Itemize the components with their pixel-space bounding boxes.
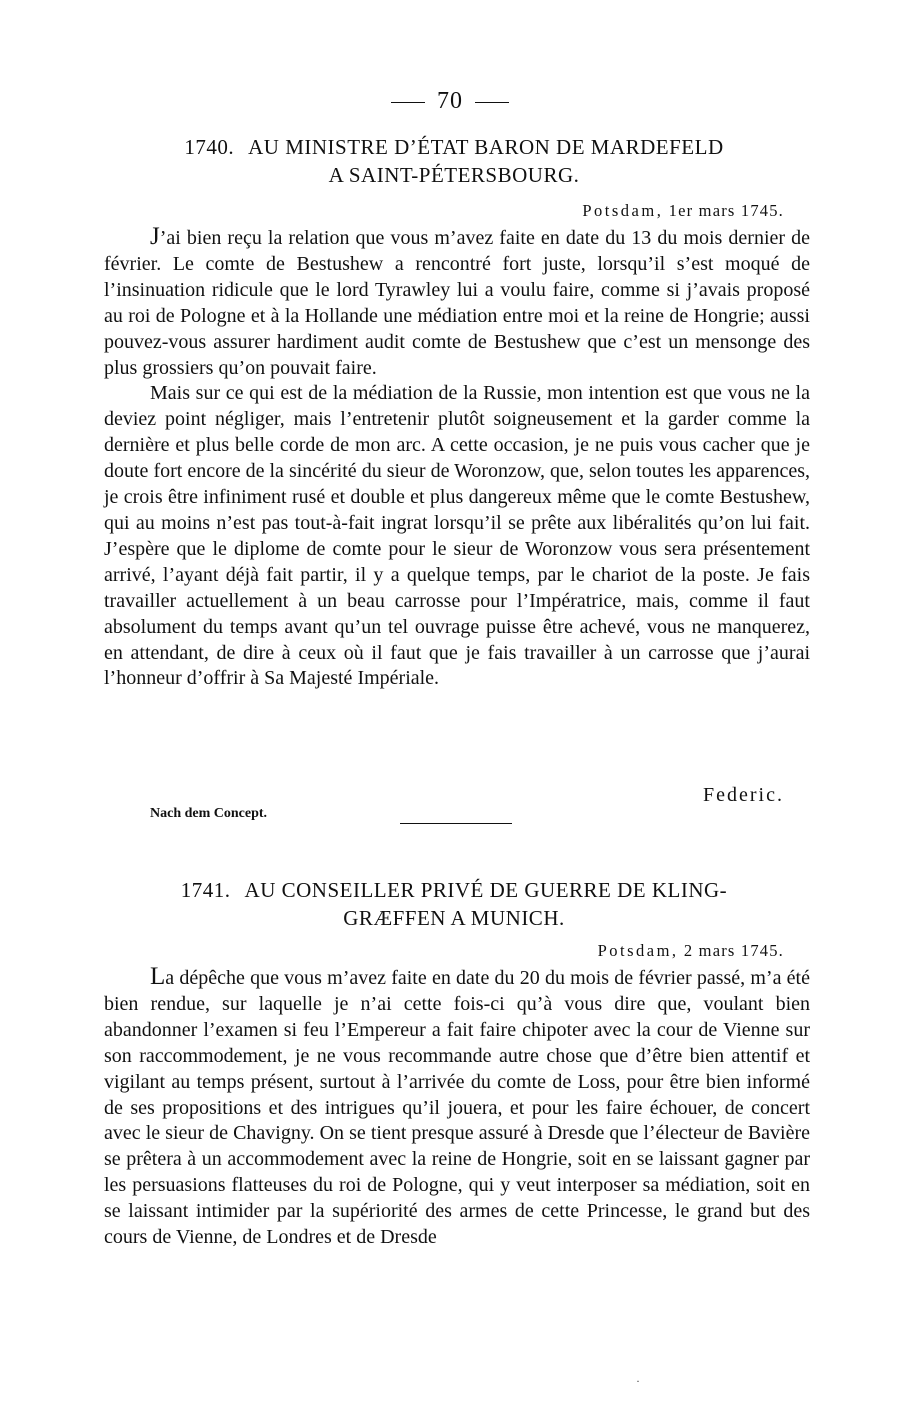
letter-number: 1740. <box>184 135 235 159</box>
heading-line-2: GRÆFFEN A MUNICH. <box>343 906 565 930</box>
letter-paragraph: Mais sur ce qui est de la médiation de la Russie, mon intention est que vous ne la deviez point négliger, mais l’entretenir plutôt soigneusement et la garder comme la dernière et plus belle corde de mon arc. A cette occasion, je ne puis vous cacher que je doute fort encore de la sincérité du sieur de Woronzow, que, selon toutes les apparences, je crois être infiniment rusé et double et plus dangereux même que le comte Bestushew, qui au moins n’est pas tout-à-fait ingrat lorsqu’il se prête aux libéralités qu’on lui fait. J’espère que le diplome de comte pour le sieur de Woronzow vous sera présentement arrivé, l’ayant déjà fait partir, il y a quelque temps, par le chariot de la poste. Je fais travailler actuellement à un beau carrosse pour l’Impératrice, mais, comme il faut absolument du temps avant qu’un tel ouvrage puisse être achevé, vous ne manquerez, en attendant, de dire à ceux où il faut que je fais travailler à un carrosse que j’aurai l’honneur d’offrir à Sa Majesté Impériale. <box>104 382 810 690</box>
letter-heading-1740 <box>104 133 804 189</box>
section-divider <box>400 823 512 824</box>
page-number-dash-right <box>475 102 509 103</box>
dateline-place: Potsdam, <box>582 201 664 220</box>
heading-line-2: A SAINT-PÉTERSBOURG. <box>328 163 580 187</box>
letter-paragraph: J’ai bien reçu la relation que vous m’avez faite en date du 13 du mois dernier de février. Le comte de Bestushew a rencontré fort juste, lorsqu’il s’est moqué de l’insinuation ridicule que le lord Tyrawley lui a voulu faire, comme si j’avais proposé au roi de Pologne et à la Hollande une médiation entre moi et la reine de Hongrie; aussi pouvez-vous assurer hardiment audit comte de Bestushew que c’est un mensonge des plus grossiers qu’on pouvait faire. <box>104 223 810 379</box>
initial-letter: L <box>150 963 166 990</box>
letter-paragraph: La dépêche que vous m’avez faite en date du 20 du mois de février passé, m’a été bien rendue, sur laquelle je n’ai cette fois-ci qu’à vous dire que, voulant bien abandonner l’examen si feu l’Empereur a fait faire chipoter avec la cour de Vienne sur son raccommodement, je ne vous recommande autre chose que d’être bien attentif et vigilant au temps présent, surtout à l’arrivée du comte de Loss, pour être bien informé de ses propositions et des intrigues qu’il jouera, et pour les faire échouer, de concert avec le sieur de Chavigny. On se tient presque assuré à Dresde que l’électeur de Bavière se prêtera à un accommodement avec la reine de Hongrie, soit en se laissant gagner par les persuasions flatteuses du roi de Pologne, qui y veut interposer sa médiation, soit en se laissant intimider par la supériorité des armes de cette Princesse, le grand but des cours de Vienne, de Londres et de Dresde <box>104 963 810 1249</box>
letter-body-1741 <box>104 964 810 1251</box>
page-number: 70 <box>0 88 900 115</box>
page-speck: · <box>636 1374 640 1388</box>
heading-line-1: AU MINISTRE D’ÉTAT BARON DE MARDEFELD <box>248 135 724 159</box>
letter-heading-1741 <box>104 876 804 932</box>
dateline-1740 <box>582 201 784 221</box>
source-note: Nach dem Concept. <box>150 806 268 821</box>
signature: Federic. <box>703 784 784 806</box>
letter-number: 1741. <box>180 878 231 902</box>
dateline-place: Potsdam, <box>597 941 679 960</box>
initial-letter: J <box>150 223 160 250</box>
page-number-dash-left <box>391 102 425 103</box>
heading-line-1: AU CONSEILLER PRIVÉ DE GUERRE DE KLING- <box>244 878 728 902</box>
dateline-date: 1er mars 1745. <box>668 201 784 220</box>
dateline-1741 <box>598 941 784 961</box>
dateline-date: 2 mars 1745. <box>683 941 784 960</box>
letter-body-1740 <box>104 224 810 692</box>
